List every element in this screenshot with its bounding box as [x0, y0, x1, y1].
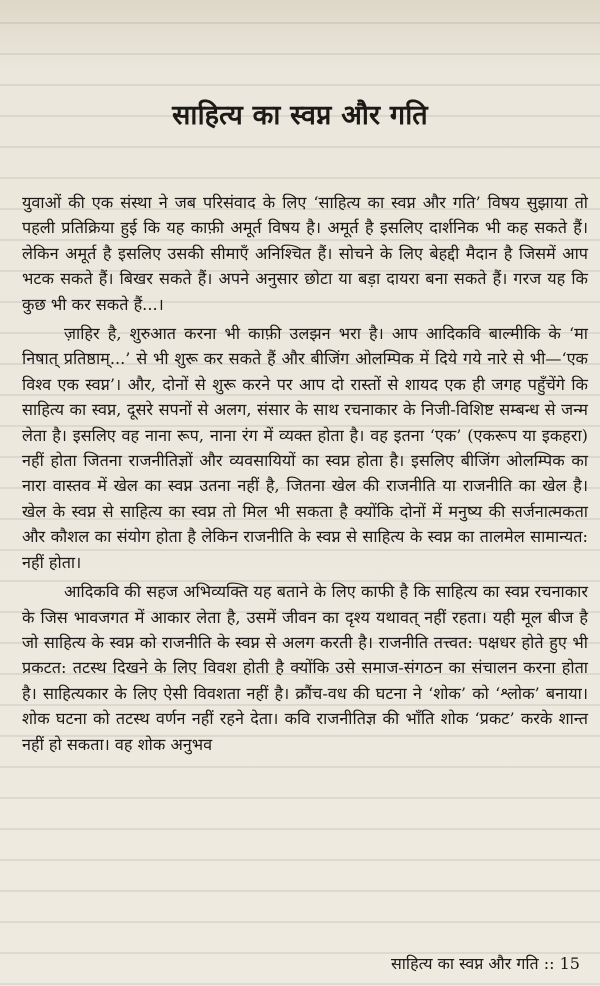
paragraph-2: ज़ाहिर है, शुरुआत करना भी काफ़ी उलझन भरा है। आप आदिकवि बाल्मीकि के ‘मा निषात् प्रतिष्ठाम्...’ से भी शुरू कर सकते हैं और बीजिंग ओलम्पिक में दिये गये नारे से भी—‘एक विश्व एक स्वप्न’। और, दोनों से शुरू करने पर आप दो रास्तों से शायद एक ही जगह पहुँचेंगे कि साहित्य का स्वप्न, दूसरे सपनों से अलग, संसार के साथ रचनाकार के निजी-विशिष्ट सम्बन्ध से जन्म लेता है। इसलिए वह नाना रूप, नाना रंग में व्यक्त होता है। वह इतना ‘एक’ (एकरूप या इकहरा) नहीं होता जितना राजनीतिज्ञों और व्यवसायियों का स्वप्न होता है। इसलिए बीजिंग ओलम्पिक का नारा वास्तव में खेल का स्वप्न उतना नहीं है, जितना खेल की राजनीति या राजनीति का खेल है। खेल के स्वप्न से साहित्य का स्वप्न तो मिल भी सकता है क्योंकि दोनों में मनुष्य की सर्जनात्मकता और कौशल का संयोग होता है लेकिन राजनीति के स्वप्न से साहित्य के स्वप्न का तालमेल सामान्यत: नहीं होता।	[22, 324, 588, 572]
chapter-title: साहित्य का स्वप्न और गति	[172, 100, 428, 131]
body-text	[22, 190, 588, 761]
running-footer: साहित्य का स्वप्न और गति :: 15	[390, 954, 580, 973]
paragraph-1: युवाओं की एक संस्था ने जब परिसंवाद के लिए ‘साहित्य का स्वप्न और गति’ विषय सुझाया तो पहली प्रतिक्रिया हुई कि यह काफ़ी अमूर्त विषय है। अमूर्त है इसलिए दार्शनिक भी कह सकते हैं। लेकिन अमूर्त है इसलिए उसकी सीमाएँ अनिश्चित हैं। सोचने के लिए बेहद्दी मैदान है जिसमें आप भटक सकते हैं। बिखर सकते हैं। अपने अनुसार छोटा या बड़ा दायरा बना सकते हैं। गरज यह कि कुछ भी कर सकते हैं...।	[22, 193, 588, 314]
paragraph-3: आदिकवि की सहज अभिव्यक्ति यह बताने के लिए काफी है कि साहित्य का स्वप्न रचनाकार के जिस भावजगत में आकार लेता है, उसमें जीवन का दृश्य यथावत् नहीं रहता। यही मूल बीज है जो साहित्य के स्वप्न को राजनीति के स्वप्न से अलग करती है। राजनीति तत्त्वत: पक्षधर होते हुए भी प्रकटत: तटस्थ दिखने के लिए विवश होती है क्योंकि उसे समाज-संगठन का संचालन करना होता है। साहित्यकार के लिए ऐसी विवशता नहीं है। क्रौंच-वध की घटना ने ‘शोक’ को ‘श्लोक’ बनाया। शोक घटना को तटस्थ वर्णन नहीं रहने देता। कवि राजनीतिज्ञ की भाँति शोक ‘प्रकट’ करके शान्त नहीं हो सकता। वह शोक अनुभव	[22, 582, 588, 754]
